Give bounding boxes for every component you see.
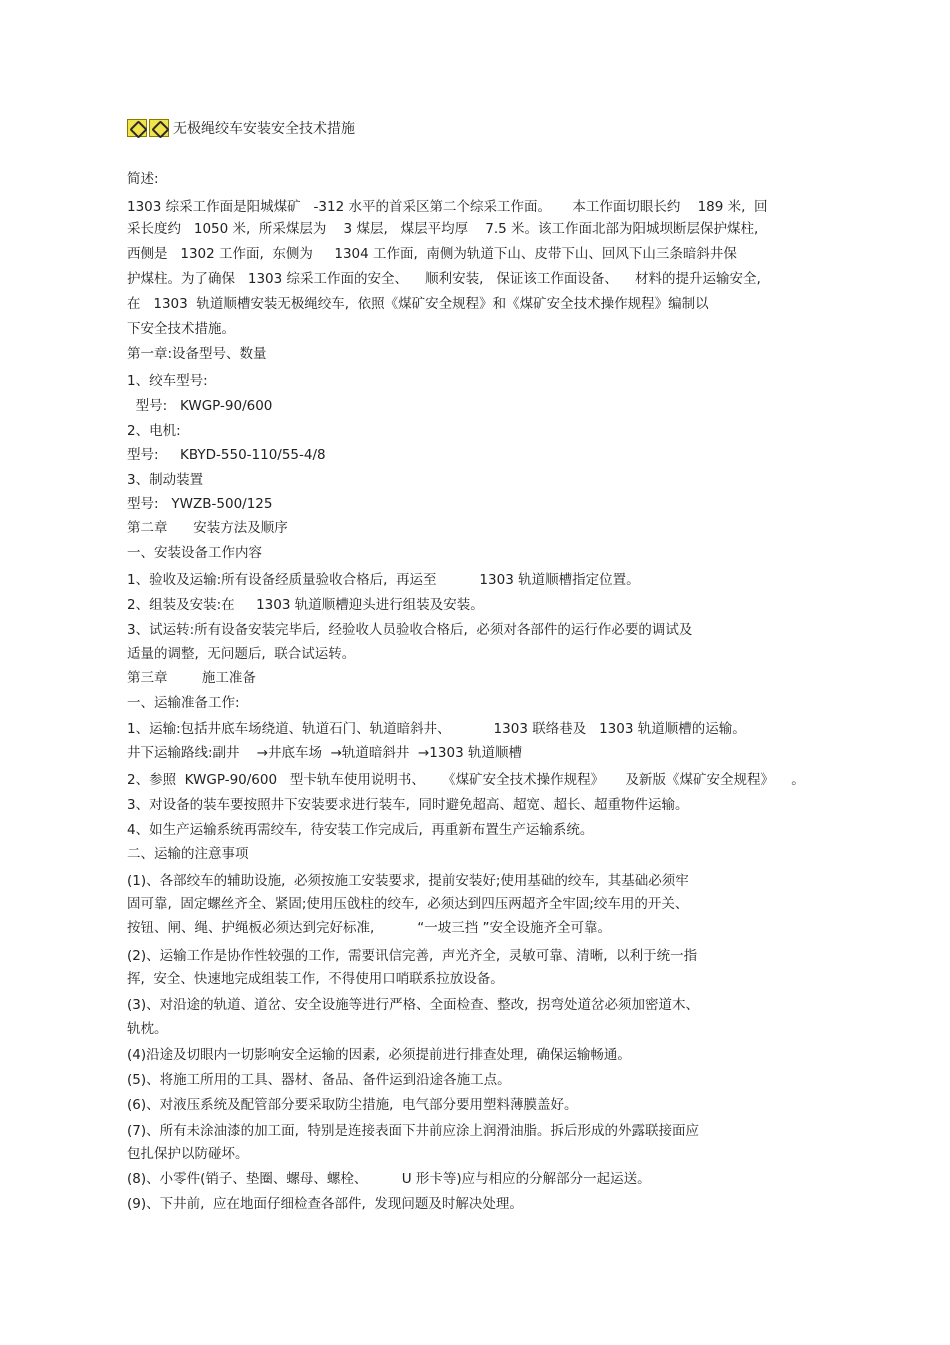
text-line: 一、安装设备工作内容 — [127, 545, 262, 561]
text-line: 2、参照 KWGP-90/600 型卡轨车使用说明书、 《煤矿安全技术操作规程》 及新版《煤矿安全规程》 。 — [127, 772, 805, 788]
text-line: 西侧是 1302 工作面, 东侧为 1304 工作面, 南侧为轨道下山、皮带下山、回风下山三条暗斜井保 — [127, 246, 737, 262]
text-line: (1)、各部绞车的辅助设施, 必须按施工安装要求, 提前安装好;使用基础的绞车, 其基础必须牢 — [127, 873, 689, 889]
document-link-icon[interactable] — [149, 119, 169, 137]
text-line: 在 1303 轨道顺槽安装无极绳绞车, 依照《煤矿安全规程》和《煤矿安全技术操作规程》编制以 — [127, 296, 709, 312]
text-line: 3、试运转:所有设备安装完毕后, 经验收人员验收合格后, 必须对各部件的运行作必要的调试及 — [127, 622, 693, 638]
text-line: 固可靠, 固定螺丝齐全、紧固;使用压戗柱的绞车, 必须达到四压两超齐全牢固;绞车用的开关、 — [127, 896, 689, 912]
text-line: 1、绞车型号: — [127, 373, 208, 389]
document-title: 无极绳绞车安装安全技术措施 — [173, 121, 355, 137]
text-line: (6)、对液压系统及配管部分要采取防尘措施, 电气部分要用塑料薄膜盖好。 — [127, 1097, 578, 1113]
text-line: 采长度约 1050 米, 所采煤层为 3 煤层, 煤层平均厚 7.5 米。该工作面北部为阳城坝断层保护煤柱, — [127, 221, 759, 237]
text-line: 轨枕。 — [127, 1021, 168, 1037]
text-line: 第三章 施工准备 — [127, 670, 256, 686]
text-line: 第二章 安装方法及顺序 — [127, 520, 288, 536]
text-line: 1、验收及运输:所有设备经质量验收合格后, 再运至 1303 轨道顺槽指定位置。 — [127, 572, 640, 588]
text-line: 3、对设备的装车要按照井下安装要求进行装车, 同时避免超高、超宽、超长、超重物件运输。 — [127, 797, 689, 813]
text-line: 2、电机: — [127, 423, 181, 439]
text-line: 护煤柱。为了确保 1303 综采工作面的安全、 顺利安装, 保证该工作面设备、 材料的提升运输安全, — [127, 271, 761, 287]
text-line: (9)、下井前, 应在地面仔细检查各部件, 发现问题及时解决处理。 — [127, 1196, 523, 1212]
text-line: 按钮、闸、绳、护绳板必须达到完好标准, “一坡三挡 ”安全设施齐全可靠。 — [127, 920, 611, 936]
document-link-icon[interactable] — [127, 119, 147, 137]
text-line: 型号: KBYD-550-110/55-4/8 — [127, 447, 326, 463]
text-line: 挥, 安全、快速地完成组装工作, 不得使用口哨联系拉放设备。 — [127, 971, 504, 987]
text-line: 型号: YWZB-500/125 — [127, 496, 273, 512]
text-line: 井下运输路线:副井 →井底车场 →轨道暗斜井 →1303 轨道顺槽 — [127, 745, 522, 761]
text-line: 1、运输:包括井底车场绕道、轨道石门、轨道暗斜井、 1303 联络巷及 1303 轨道顺槽的运输。 — [127, 721, 746, 737]
text-line: 2、组装及安装:在 1303 轨道顺槽迎头进行组装及安装。 — [127, 597, 484, 613]
text-line: (2)、运输工作是协作性较强的工作, 需要讯信完善, 声光齐全, 灵敏可靠、清晰, 以利于统一指 — [127, 948, 698, 964]
text-line: 适量的调整, 无问题后, 联合试运转。 — [127, 646, 356, 662]
document-title-row — [127, 118, 355, 138]
text-line: 二、运输的注意事项 — [127, 846, 249, 862]
text-line: 包扎保护以防碰坏。 — [127, 1146, 249, 1162]
text-line: 一、运输准备工作: — [127, 695, 240, 711]
text-line: 简述: — [127, 171, 159, 187]
text-line: (4)沿途及切眼内一切影响安全运输的因素, 必须提前进行排查处理, 确保运输畅通。 — [127, 1047, 631, 1063]
text-line: 4、如生产运输系统再需绞车, 待安装工作完成后, 再重新布置生产运输系统。 — [127, 822, 594, 838]
text-line: (5)、将施工所用的工具、器材、备品、备件运到沿途各施工点。 — [127, 1072, 511, 1088]
text-line: 3、制动装置 — [127, 472, 204, 488]
text-line: (8)、小零件(销子、垫圈、螺母、螺栓、 U 形卡等)应与相应的分解部分一起运送。 — [127, 1171, 651, 1187]
text-line: 型号: KWGP-90/600 — [127, 398, 273, 414]
text-line: (3)、对沿途的轨道、道岔、安全设施等进行严格、全面检查、整改, 拐弯处道岔必须加密道木、 — [127, 997, 699, 1013]
text-line: 下安全技术措施。 — [127, 321, 235, 337]
text-line: 1303 综采工作面是阳城煤矿 -312 水平的首采区第二个综采工作面。 本工作面切眼长约 189 米, 回 — [127, 199, 768, 215]
text-line: (7)、所有未涂油漆的加工面, 特别是连接表面下井前应涂上润滑油脂。拆后形成的外露联接面应 — [127, 1123, 699, 1139]
text-line: 第一章:设备型号、数量 — [127, 346, 267, 362]
